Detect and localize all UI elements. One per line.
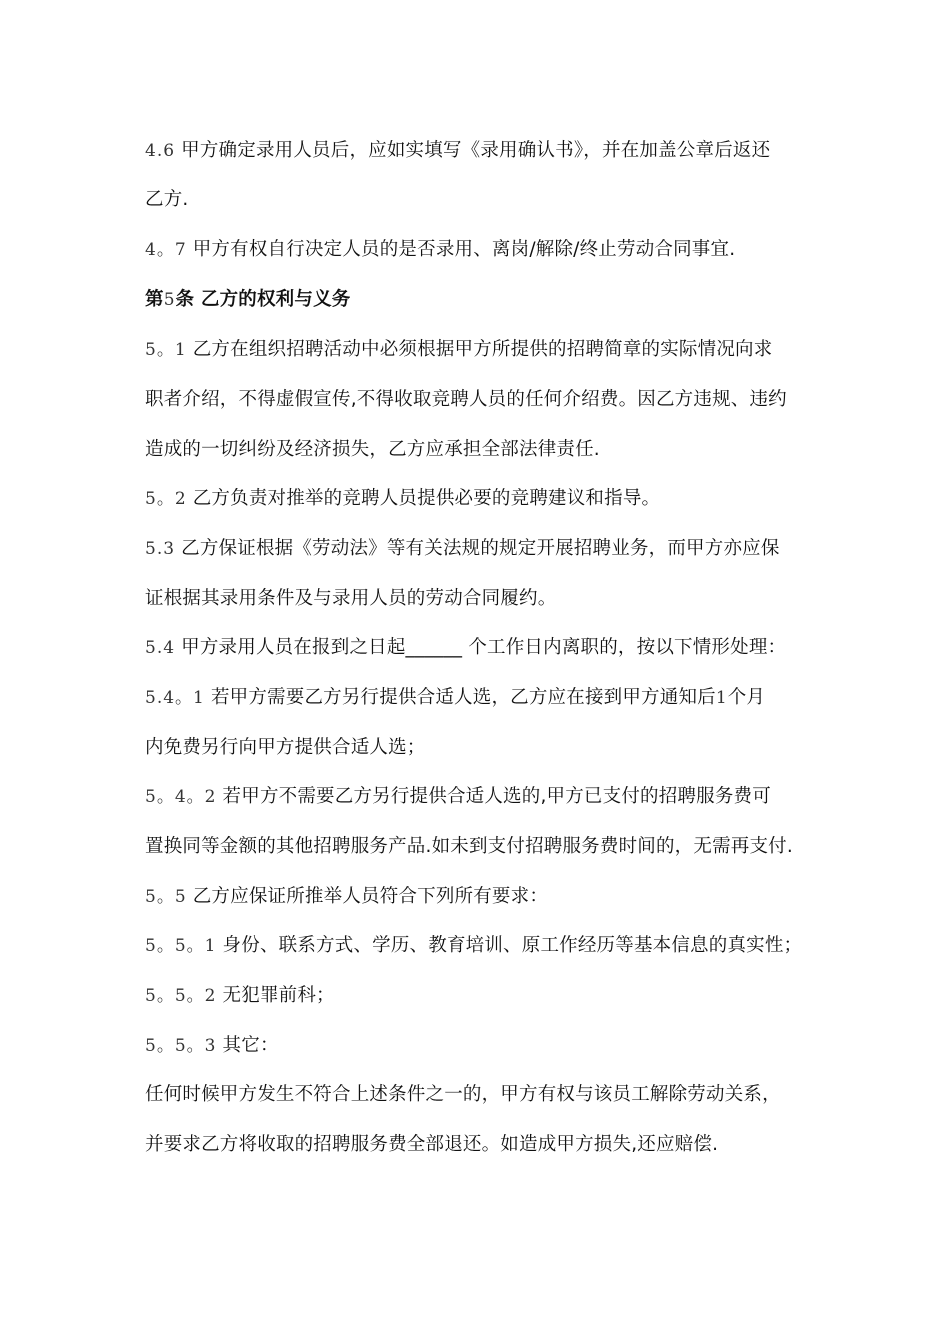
clause-4-6-line-2 bbox=[145, 187, 825, 213]
clause-text-tail: 个月 bbox=[727, 687, 766, 708]
clause-number: 5。5 bbox=[145, 887, 187, 907]
clause-text: 证根据其录用条件及与录用人员的劳动合同履约。 bbox=[145, 588, 557, 609]
clause-5-3-line-2 bbox=[145, 586, 825, 612]
clause-number: 4.6 bbox=[145, 141, 176, 161]
clause-number: 5。5。2 bbox=[145, 986, 217, 1006]
clause-number: 5。5。1 bbox=[145, 936, 217, 956]
clause-5-4-1-line-2 bbox=[145, 735, 825, 761]
clause-text: 甲方确定录用人员后，应如实填写《录用确认书》，并在加盖公章后返还 bbox=[181, 140, 771, 161]
heading-text: 条 乙方的权利与义务 bbox=[175, 289, 351, 310]
clause-number: 5。1 bbox=[145, 340, 187, 360]
clause-text: 其它： bbox=[222, 1035, 279, 1056]
clause-number: 4。7 bbox=[145, 240, 187, 260]
clause-text: 内免费另行向甲方提供合适人选； bbox=[145, 737, 426, 758]
clause-text: 职者介绍，不得虚假宣传,不得收取竞聘人员的任何介绍费。因乙方违规、违约 bbox=[145, 389, 787, 410]
clause-5-4 bbox=[145, 635, 825, 661]
clause-5-5-2 bbox=[145, 983, 825, 1009]
closing-paragraph-line-2 bbox=[145, 1132, 825, 1158]
clause-text: 无犯罪前科； bbox=[222, 985, 335, 1006]
clause-5-4-2-line-1 bbox=[145, 784, 825, 810]
clause-text: 任何时候甲方发生不符合上述条件之一的，甲方有权与该员工解除劳动关系， bbox=[145, 1084, 781, 1105]
clause-5-1-line-2 bbox=[145, 387, 825, 413]
month-count: 1 bbox=[715, 688, 728, 708]
clause-text: 乙方在组织招聘活动中必须根据甲方所提供的招聘简章的实际情况向求 bbox=[192, 339, 773, 360]
clause-text: 甲方有权自行决定人员的是否录用、离岗/解除/终止劳动合同事宜. bbox=[192, 239, 736, 260]
clause-text: 乙方. bbox=[145, 189, 189, 210]
clause-5-2 bbox=[145, 486, 825, 512]
clause-number: 5。2 bbox=[145, 489, 187, 509]
closing-paragraph-line-1 bbox=[145, 1082, 825, 1108]
clause-text: 并要求乙方将收取的招聘服务费全部退还。如造成甲方损失,还应赔偿. bbox=[145, 1134, 719, 1155]
clause-number: 5.3 bbox=[145, 539, 176, 559]
clause-5-1-line-1 bbox=[145, 337, 825, 363]
clause-number: 5.4。1 bbox=[145, 688, 205, 708]
clause-text: 身份、联系方式、学历、教育培训、原工作经历等基本信息的真实性； bbox=[222, 935, 803, 956]
clause-text: 乙方保证根据《劳动法》等有关法规的规定开展招聘业务，而甲方亦应保 bbox=[181, 538, 780, 559]
clause-5-1-line-3 bbox=[145, 437, 825, 463]
clause-5-3-line-1 bbox=[145, 536, 825, 562]
article-number: 5 bbox=[163, 290, 176, 310]
clause-text: 造成的一切纠纷及经济损失，乙方应承担全部法律责任. bbox=[145, 439, 600, 460]
clause-text: 置换同等金额的其他招聘服务产品.如未到支付招聘服务费时间的，无需再支付. bbox=[145, 836, 793, 857]
clause-5-4-1-line-1 bbox=[145, 685, 825, 711]
clause-text: 甲方录用人员在报到之日起______ 个工作日内离职的，按以下情形处理： bbox=[181, 637, 787, 658]
clause-5-5-3 bbox=[145, 1033, 825, 1059]
clause-5-5-1 bbox=[145, 933, 825, 959]
clause-number: 5。5。3 bbox=[145, 1036, 217, 1056]
clause-text: 乙方应保证所推举人员符合下列所有要求： bbox=[192, 886, 549, 907]
clause-4-6-line-1 bbox=[145, 138, 825, 164]
clause-number: 5.4 bbox=[145, 638, 176, 658]
clause-number: 5。4。2 bbox=[145, 787, 217, 807]
clause-text: 乙方负责对推举的竞聘人员提供必要的竞聘建议和指导。 bbox=[192, 488, 661, 509]
clause-5-4-2-line-2 bbox=[145, 834, 825, 860]
clause-text: 若甲方不需要乙方另行提供合适人选的,甲方已支付的招聘服务费可 bbox=[222, 786, 771, 807]
clause-4-7 bbox=[145, 237, 825, 263]
clause-text: 若甲方需要乙方另行提供合适人选，乙方应在接到甲方通知后 bbox=[210, 687, 716, 708]
clause-5-5 bbox=[145, 884, 825, 910]
section-heading-article-5: 第5条 乙方的权利与义务 bbox=[145, 289, 351, 310]
